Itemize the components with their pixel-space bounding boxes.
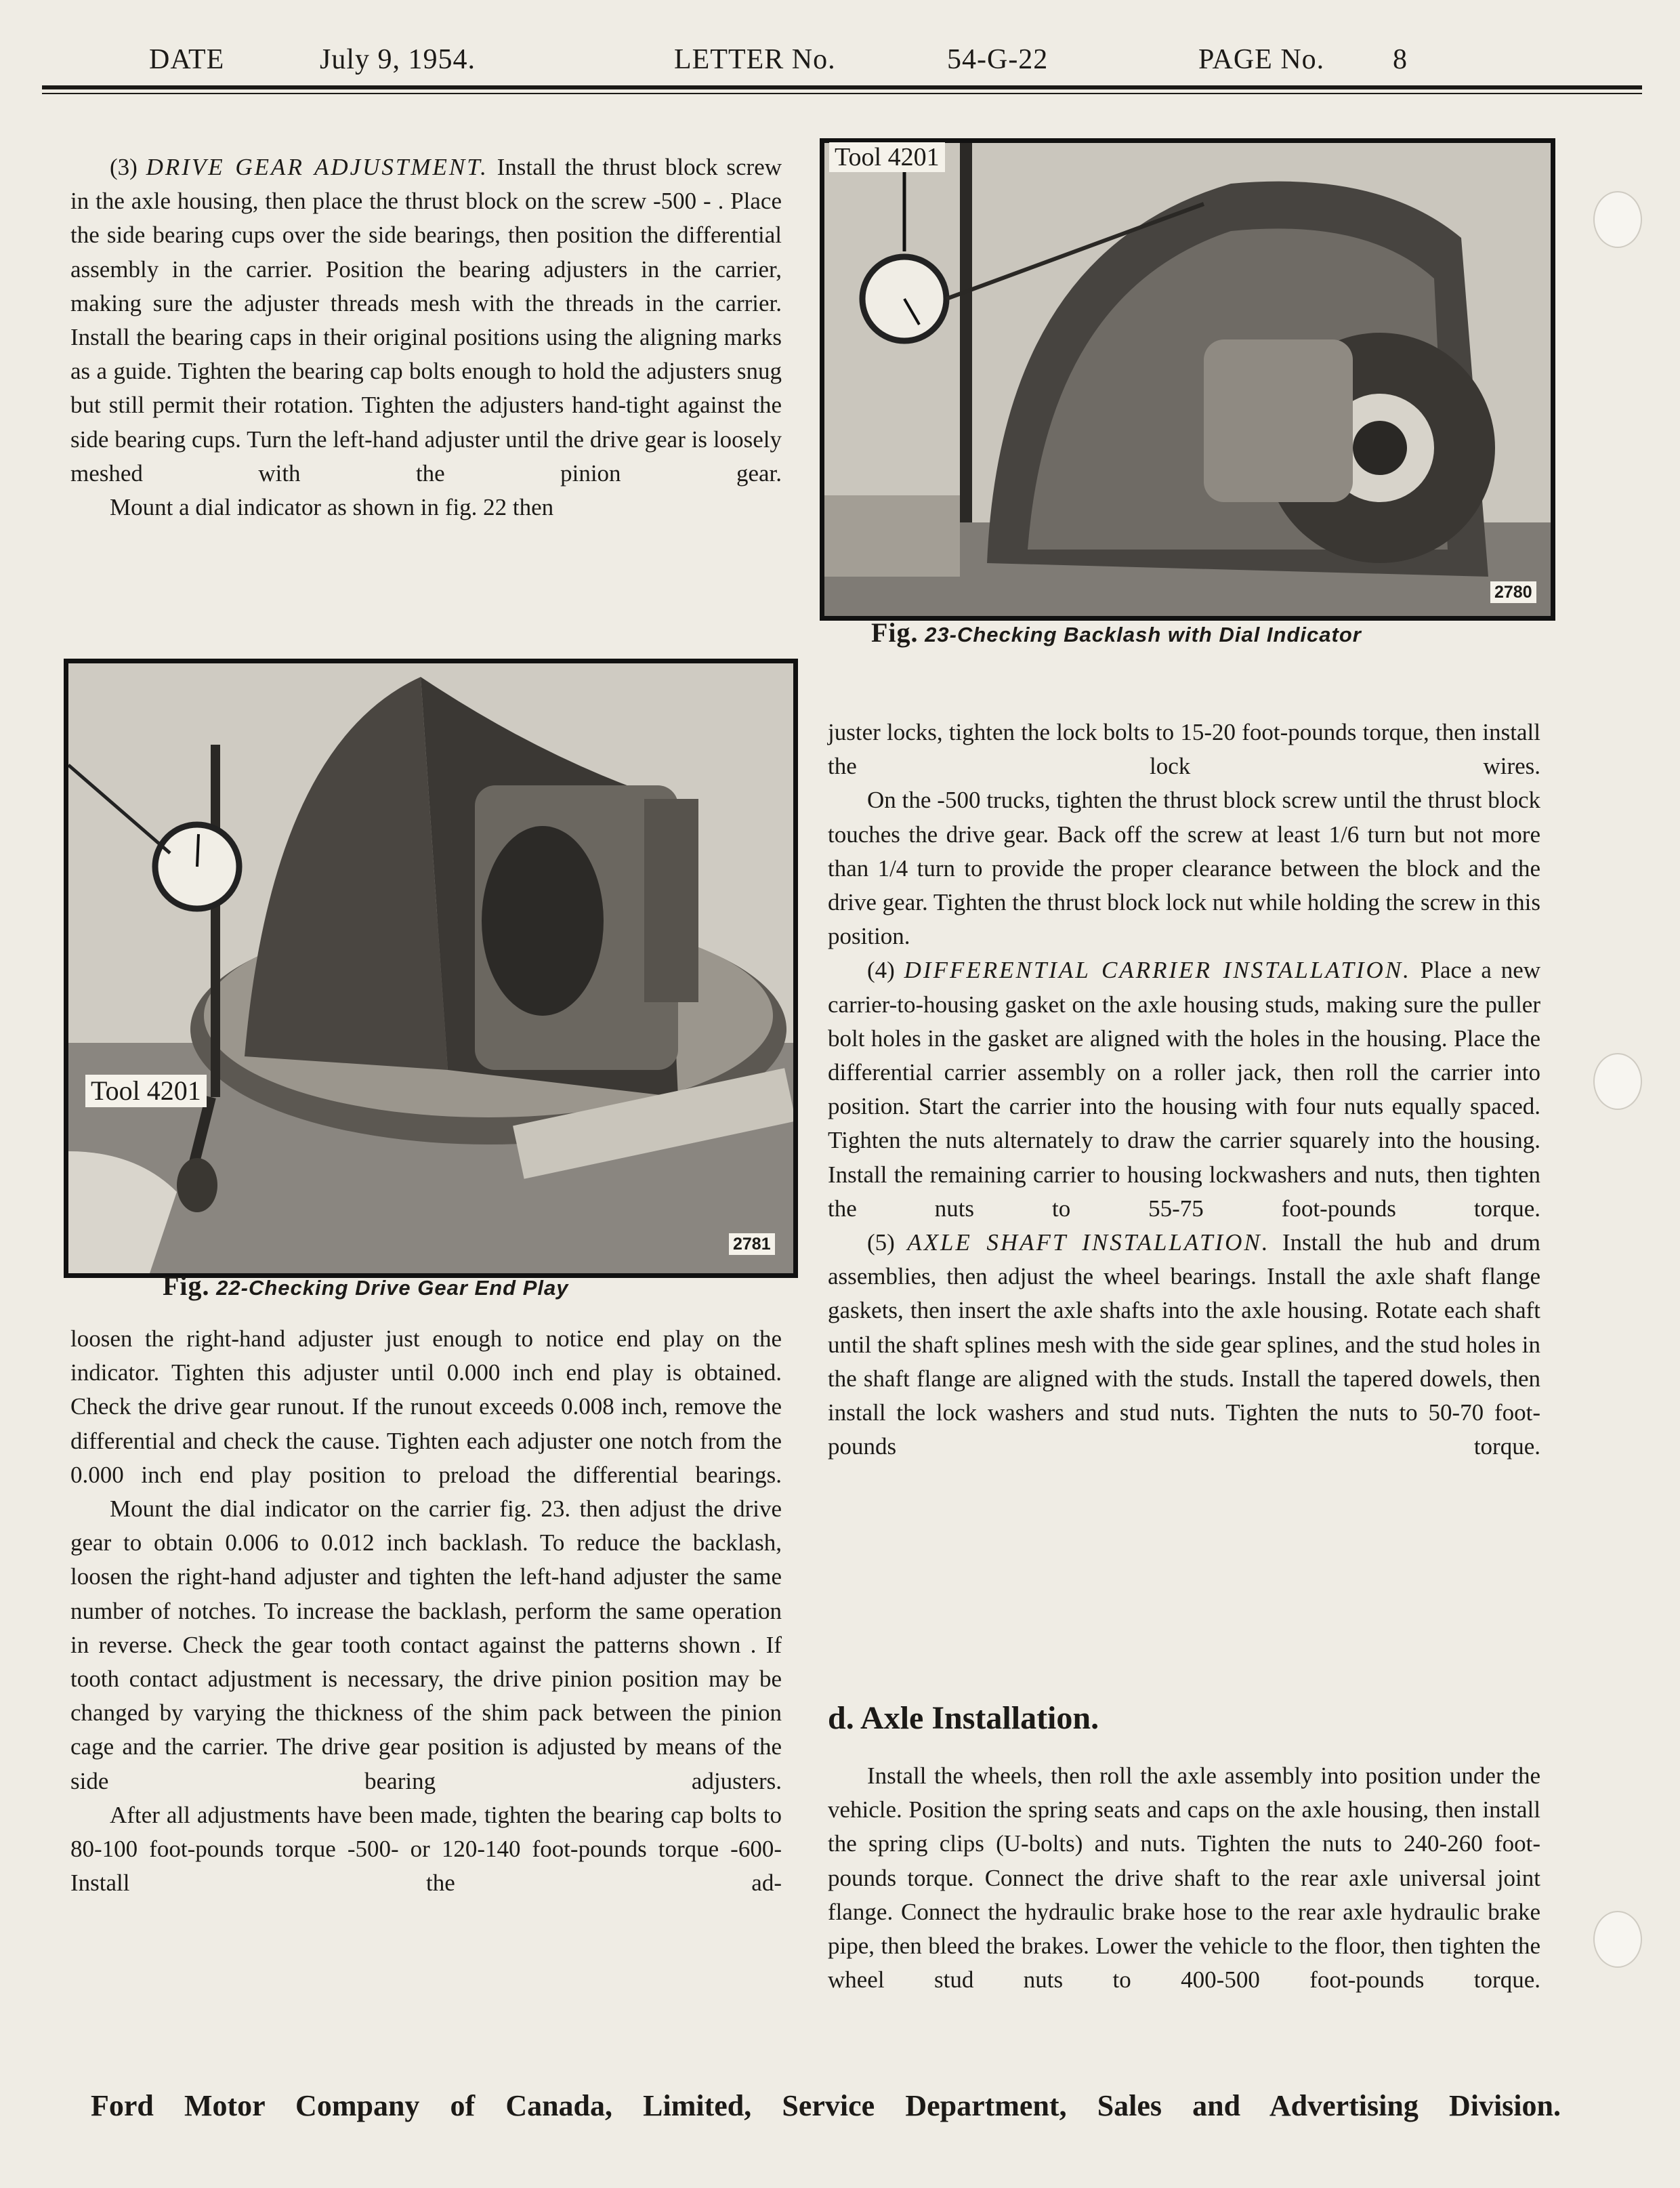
paragraph-body: Install the thrust block screw in the axle housing, then place the thrust block on the screw -500 - . Place the side bearing cups over the side bearings, then position the differential assembly in the carrier. Position the bearing adjusters in the carrier, making sure the adjuster threads mesh with the threads in the carrier. Install the bearing caps in their original positions using the aligning marks as a guide. Tighten the bearing cap bolts enough to hold the adjusters snug but still permit their rotation. Tighten the adjusters hand-tight against the side bearing cups. Turn the left-hand adjuster until the drive gear is loosely meshed with the pinion gear.: [70, 154, 782, 487]
date-label: DATE: [149, 44, 225, 75]
header-rule-thin: [42, 93, 1642, 94]
paragraph-drive-gear-adjustment: [70, 150, 782, 491]
differential-photo-illustration: [68, 663, 793, 1273]
fig22-caption-fig: Fig.: [163, 1271, 210, 1301]
header-rule: [42, 85, 1642, 89]
letter-value: 54-G-22: [947, 44, 1049, 75]
section-heading-axle-installation: d. Axle Installation.: [828, 1700, 1099, 1736]
date-value: July 9, 1954.: [320, 44, 476, 75]
paragraph-number: (4): [867, 957, 895, 984]
fig23-photo-number: 2780: [1490, 581, 1536, 603]
fig23-caption-fig: Fig.: [871, 617, 919, 648]
paragraph-body: Install the hub and drum assemblies, then adjust the wheel bearings. Install the axle shaft flange gaskets, then insert the axle shafts into the axle housing. Rotate each shaft until the shaft splines mesh with the side gear splines, and the stud holes in the shaft flange are aligned with the studs. Install the tapered dowels, then install the lock washers and stud nuts. Tighten the nuts to 50-70 foot-pounds torque.: [828, 1229, 1541, 1460]
letter-label: LETTER No.: [674, 44, 836, 75]
paragraph-thrust-block: On the -500 trucks, tighten the thrust block screw until the thrust block touches the drive gear. Back off the screw at least 1/6 turn but not more than 1/4 turn to provide the proper clearance between the block and the drive gear. Tighten the thrust block lock nut while holding the screw in this position.: [828, 787, 1540, 950]
left-column-bottom: [70, 1322, 782, 1900]
fig23-tool-label: Tool 4201: [829, 142, 945, 172]
paragraph-number: (5): [867, 1229, 895, 1256]
paragraph-body: Place a new carrier-to-housing gasket on the axle housing studs, making sure the puller bolt holes in the gasket are aligned with the holes in the housing. Place the differential carrier assembly on a roller jack, then roll the carrier into position. Start the carrier into the housing with four nuts equally spaced. Tighten the nuts alternately to draw the carrier squarely into the housing. Install the remaining carrier to housing lockwashers and nuts, then tighten the nuts to 55-75 foot-pounds torque.: [828, 957, 1541, 1222]
page-header: [42, 38, 1638, 85]
paragraph-title: DRIVE GEAR ADJUSTMENT.: [146, 154, 488, 180]
paragraph-axle-installation: Install the wheels, then roll the axle assembly into position under the vehicle. Position the spring seats and caps on the axle housing, then install the spring clips (U-bolts) and nuts. Tighten the nuts to 240-260 foot-pounds torque. Connect the drive shaft to the rear axle universal joint flange. Connect the hydraulic brake hose to the rear axle hydraulic brake pipe, then bleed the brakes. Lower the vehicle to the floor, then tighten the wheel stud nuts to 400-500 foot-pounds torque.: [828, 1762, 1540, 1994]
right-column: [828, 716, 1540, 1464]
paragraph-title: AXLE SHAFT INSTALLATION.: [907, 1229, 1270, 1256]
fig23-caption-text: 23-Checking Backlash with Dial Indicator: [925, 623, 1362, 646]
punch-hole: [1593, 191, 1642, 248]
right-column-bottom: [828, 1759, 1540, 1997]
fig22-caption: [163, 1270, 568, 1302]
paragraph-axle-shaft-installation: [828, 1226, 1540, 1464]
page-value: 8: [1393, 44, 1408, 75]
page-footer: Ford Motor Company of Canada, Limited, Service Department, Sales and Advertising Division.: [91, 2089, 1561, 2122]
figure-22-photo: [64, 659, 798, 1278]
paragraph-loosen-adjuster: loosen the right-hand adjuster just enough to notice end play on the indicator. Tighten this adjuster until 0.000 inch end play is obtained. Check the drive gear runout. If the runout exceeds 0.008 inch, remove the differential and check the cause. Tighten each adjuster one notch from the 0.000 inch end play position to preload the differential bearings.: [70, 1325, 782, 1488]
left-column-top: [70, 150, 782, 524]
fig22-photo-number: 2781: [729, 1233, 775, 1255]
backlash-photo-illustration: [824, 143, 1551, 616]
paragraph-adjuster-locks: juster locks, tighten the lock bolts to 15-20 foot-pounds torque, then install the lock wires.: [828, 719, 1540, 780]
fig23-caption: [871, 617, 1362, 648]
paragraph-mount-indicator: Mount a dial indicator as shown in fig. 22 then: [110, 494, 554, 521]
paragraph-number: (3): [110, 154, 138, 180]
fig22-tool-label: Tool 4201: [85, 1075, 207, 1107]
paragraph-mount-dial-carrier: Mount the dial indicator on the carrier fig. 23. then adjust the drive gear to obtain 0.006 to 0.012 inch backlash. To reduce the backlash, loosen the right-hand adjuster and tighten the left-hand adjuster the same number of notches. To increase the backlash, perform the same operation in reverse. Check the gear tooth contact against the patterns shown . If tooth contact adjustment is necessary, the drive pinion position may be changed by varying the thickness of the shim pack between the pinion cage and the carrier. The drive gear position is adjusted by means of the side bearing adjusters.: [70, 1495, 782, 1794]
paragraph-carrier-installation: [828, 953, 1540, 1226]
figure-23-photo: [820, 138, 1555, 621]
punch-hole: [1593, 1911, 1642, 1968]
paragraph-after-adjustments: After all adjustments have been made, tighten the bearing cap bolts to 80-100 foot-pounds torque -500- or 120-140 foot-pounds torque -600- Install the ad-: [70, 1801, 782, 1897]
paragraph-title: DIFFERENTIAL CARRIER INSTALLATION.: [904, 957, 1411, 984]
page-label: PAGE No.: [1198, 44, 1325, 75]
punch-hole: [1593, 1053, 1642, 1110]
fig22-caption-text: 22-Checking Drive Gear End Play: [216, 1276, 569, 1300]
